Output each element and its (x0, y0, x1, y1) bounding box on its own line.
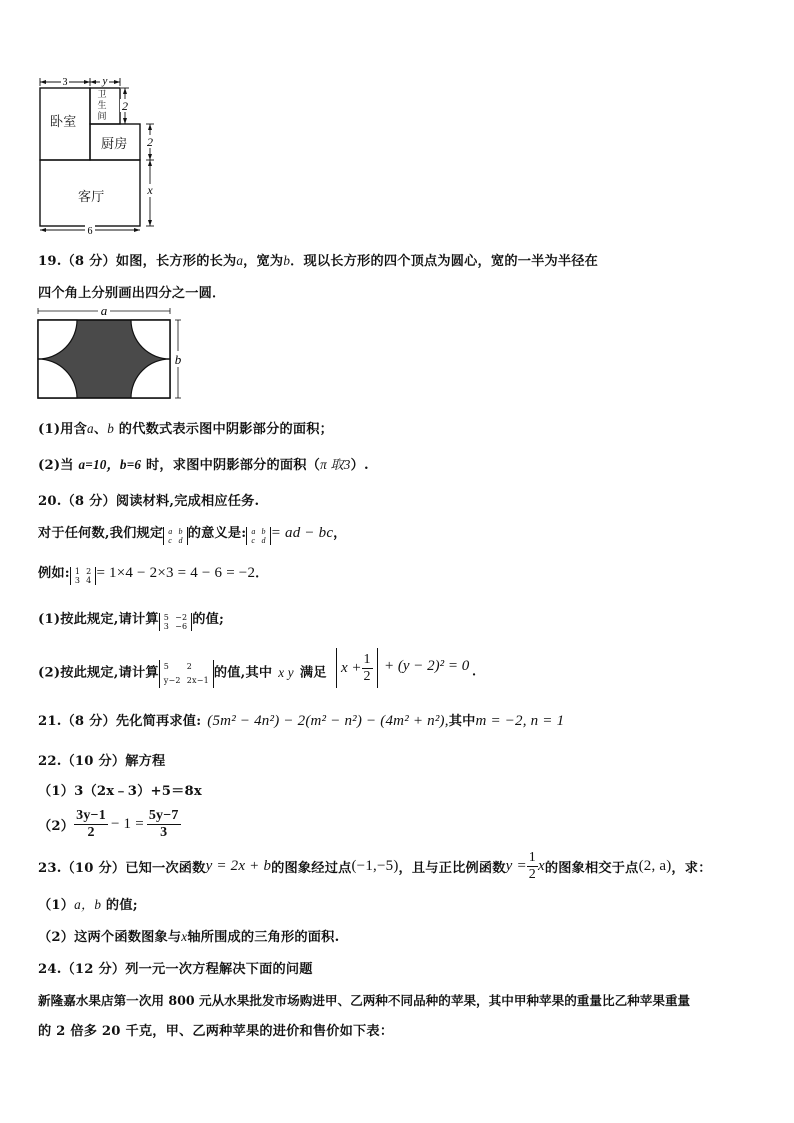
q23-part1: （1）a，b 的值; (38, 897, 138, 913)
dim-bottom-label: 6 (87, 226, 93, 234)
dim-2a-label: 2 (122, 99, 128, 113)
q24-line1: 新隆嘉水果店第一次用 800 元从水果批发市场购进甲、乙两种不同品种的苹果，其中甲种苹果的重量比乙种苹果重量 (38, 993, 691, 1008)
q20-example: 例如: 1 2 3 4 = 1×4 − 2×3 = 4 − 6 = −2． (38, 565, 269, 585)
q23-line: 23.（10 分）已知一次函数 y = 2x + b 的图象经过点 (−1,−5) ，且与正比例函数 y = $\frac{1}{2}$ x 的图象相交于点 (2, a) ，求： (38, 850, 712, 882)
q20-absolute-value: x + $\frac{1}{2}$ (336, 648, 378, 688)
q19-line2: 四个角上分别画出四分之一圆． (38, 286, 226, 301)
fig-a-label: a (100, 303, 108, 318)
q22-part2: （2） $\frac{3y-1}{2}$ − 1 = $\frac{5y-7}{3}$ (38, 808, 179, 840)
q20-title: 20.（8 分）阅读材料,完成相应任务. (38, 494, 260, 509)
room-kitchen-label: 厨房 (101, 137, 128, 152)
q24-line2: 的 2 倍多 20 千克，甲、乙两种苹果的进价和售价如下表： (38, 1024, 394, 1039)
q19-part2: (2)当 a=10，b=6 时，求图中阴影部分的面积（π 取3）. (38, 457, 369, 473)
room-bathroom-label: 卫 生 间 (97, 90, 107, 122)
q24-title: 24.（12 分）列一元一次方程解决下面的问题 (38, 962, 313, 977)
q20-equation-rest: + (y − 2)² = 0 (384, 658, 470, 674)
q20-definition: 对于任何数,我们规定 a b c d 的意义是: a b c d = ad − bc， (38, 525, 347, 545)
q22-part1: （1）3（2x﹣3）+5＝8x (38, 784, 202, 799)
dim-2b-label: 2 (147, 135, 153, 149)
dim-top-label: 3 (62, 77, 68, 88)
q19-line1: 19.（8 分）如图，长方形的长为a，宽为b．现以长方形的四个顶点为圆心，宽的一半为半径在 (38, 253, 599, 269)
q20-part2-end: ． (472, 664, 486, 679)
room-bedroom-label: 卧室 (50, 115, 77, 130)
q22-title: 22.（10 分）解方程 (38, 754, 166, 769)
q19-rectangle-figure (34, 303, 194, 403)
q20-part1: (1)按此规定,请计算 5 −2 3 −6 的值; (38, 612, 225, 631)
fig-b-label: b (174, 352, 182, 367)
dim-x-label: x (147, 183, 153, 197)
room-living-label: 客厅 (78, 190, 105, 205)
q23-part2: （2）这两个函数图象与x轴所围成的三角形的面积. (38, 929, 340, 945)
q19-part1: (1)用含a、b 的代数式表示图中阴影部分的面积； (38, 421, 334, 437)
q20-part2: (2)按此规定,请计算 5 2 y−2 2x−1 的值,其中 x y 满足 (38, 658, 327, 688)
dim-y-label: y (102, 75, 108, 87)
q21-line: 21.（8 分）先化简再求值: (5m² − 4n²) − 2(m² − n²) − (4m² + n²),其中m = −2, n = 1 (38, 713, 565, 729)
